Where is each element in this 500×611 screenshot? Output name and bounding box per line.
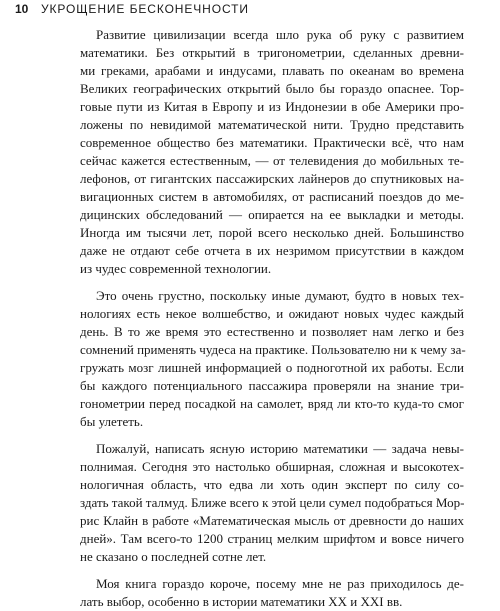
text-line: здать такой талмуд. Ближе всего к этой цели сумел подобраться Мор- xyxy=(80,495,465,510)
paragraph xyxy=(80,440,464,566)
text-line: Иногда им тысячи лет, порой всего несколько дней. Большинство xyxy=(80,225,464,240)
text-line: Развитие цивилизации всегда шло рука об руку с развитием xyxy=(96,27,464,42)
text-line: лать выбор, особенно в истории математики XX и XXI вв. xyxy=(80,594,403,609)
text-line: полнимая. Сегодня это настолько обширная, сложная и высокотех- xyxy=(80,459,464,474)
text-line: Великих географических открытий было бы гораздо опаснее. Тор- xyxy=(80,81,464,96)
text-line: нологичная область, что едва ли хоть один эксперт по силу со- xyxy=(80,477,464,492)
text-line: ми греками, арабами и индусами, плавать по океанам во времена xyxy=(80,63,464,78)
text-line: бы каждого потенциального пассажира проверяли на знание три- xyxy=(80,378,464,393)
text-line: ложены по невидимой математической нити. Трудно представить xyxy=(80,117,464,132)
text-line: Моя книга гораздо короче, посему мне не раз приходилось де- xyxy=(96,576,464,591)
paragraph xyxy=(80,287,464,431)
page-header xyxy=(15,2,485,18)
text-line: нологиях есть некое волшебство, и ожидают новых чудес каждый xyxy=(80,306,464,321)
text-line: рис Клайн в работе «Математическая мысль от древности до наших xyxy=(80,513,464,528)
page-number: 10 xyxy=(15,2,29,16)
body-text xyxy=(80,26,464,611)
text-line: бы улететь. xyxy=(80,414,144,429)
text-line: говые пути из Китая в Европу и из Индонезии в обе Америки про- xyxy=(80,99,464,114)
text-line: лефонов, от гигантских пассажирских лайнеров до спутниковых на- xyxy=(80,171,464,186)
text-line: современное общество без математики. Практически всё, что нам xyxy=(80,135,464,150)
text-line: день. В то же время это естественно и позволяет нам легко и без xyxy=(80,324,464,339)
text-line: из чудес современной технологии. xyxy=(80,261,272,276)
text-line: математики. Без открытий в тригонометрии, сделанных древни- xyxy=(80,45,464,60)
text-line: даже не отдают себе отчета в их незримом присутствии в каждом xyxy=(80,243,464,258)
text-line: сейчас кажется естественным, — от телевидения до мобильных те- xyxy=(80,153,464,168)
running-title: УКРОЩЕНИЕ БЕСКОНЕЧНОСТИ xyxy=(41,2,249,16)
text-line: гружать мозг лишней информацией о подноготной их работы. Если xyxy=(80,360,464,375)
text-line: вигационных систем в автомобилях, от расписаний поездов до ме- xyxy=(80,189,464,204)
text-line: дицинских обследований — опирается на ее выкладки и методы. xyxy=(80,207,464,222)
text-line: Пожалуй, написать ясную историю математики — задача невы- xyxy=(96,441,464,456)
paragraph xyxy=(80,575,464,611)
text-line: Это очень грустно, поскольку иные думают, будто в новых тех- xyxy=(96,288,464,303)
paragraph xyxy=(80,26,464,278)
text-line: не сказано о последней сотне лет. xyxy=(80,549,267,564)
text-line: гонометрии перед посадкой на самолет, вряд ли кто-то куда-то смог xyxy=(80,396,464,411)
text-line: дней». Там всего-то 1200 страниц мелким шрифтом и вовсе ничего xyxy=(80,531,464,546)
text-line: сомнений применять чудеса на практике. Пользователю ни к чему за- xyxy=(80,342,466,357)
